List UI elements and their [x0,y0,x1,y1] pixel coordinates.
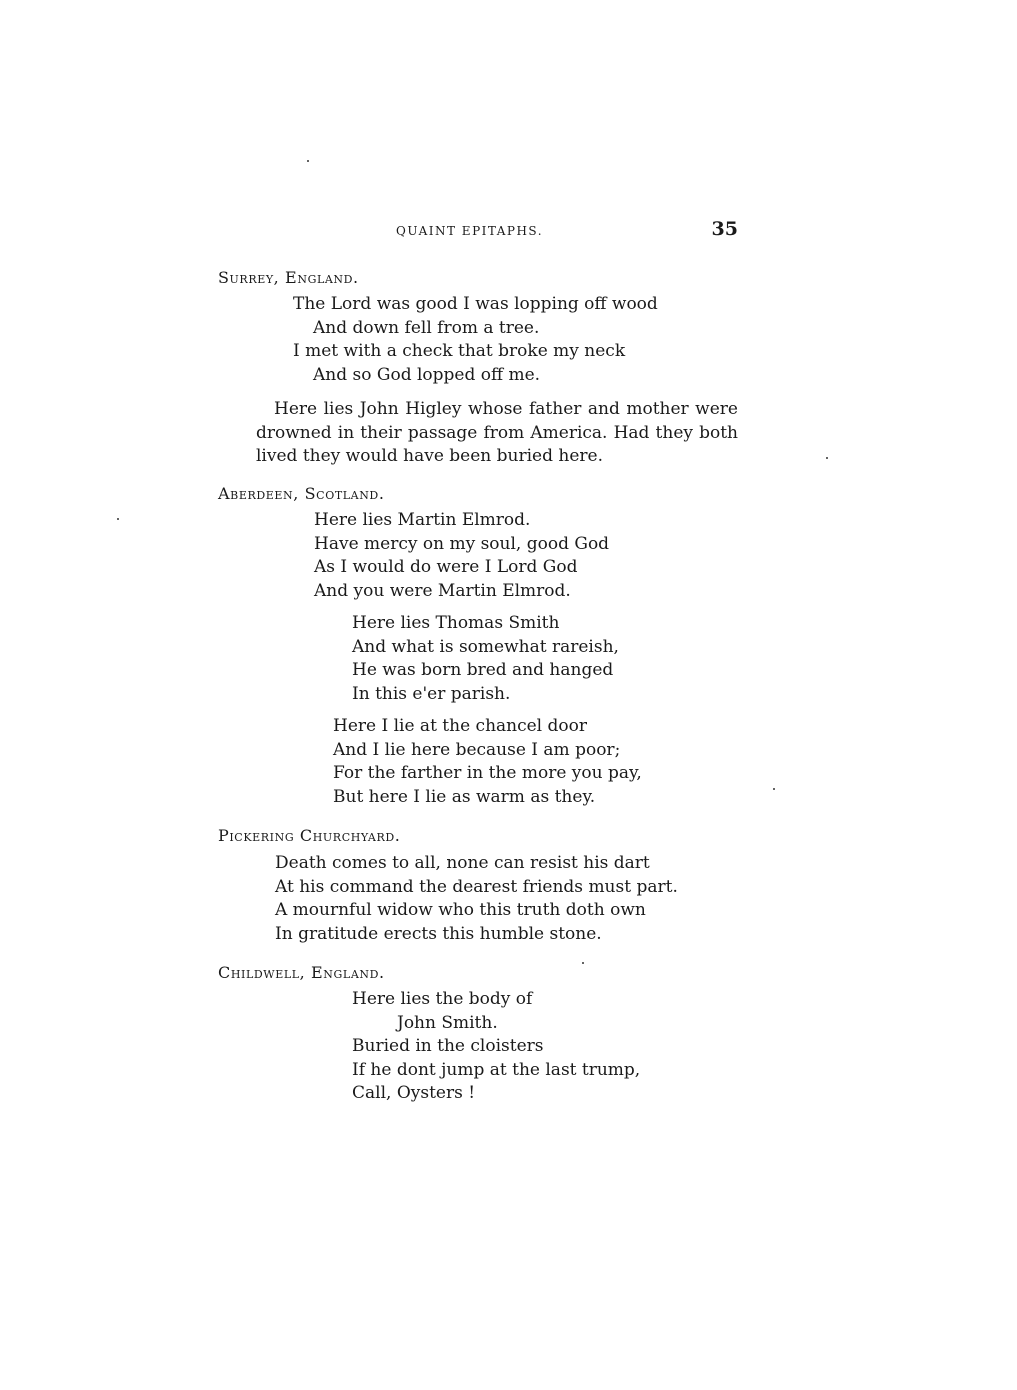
verse-line: And so God lopped off me. [313,364,541,385]
verse-line: And I lie here because I am poor; [333,739,621,760]
page-number: 35 [711,218,738,240]
running-title: QUAINT EPITAPHS. [396,224,544,238]
ink-speck [826,457,828,459]
verse-line: And you were Martin Elmrod. [314,580,571,601]
verse-line: He was born bred and hanged [352,660,614,681]
verse-line: Here I lie at the chancel door [333,716,588,736]
section-heading-pickering: Pickering Churchyard. [218,826,401,845]
epitaph-verse-chancel-door [333,715,642,809]
verse-line: At his command the dearest friends must part. [275,876,678,897]
verse-line: Here lies the body of [352,989,533,1009]
section-heading-childwell: Childwell, England. [218,963,385,982]
verse-line: Here lies Martin Elmrod. [314,510,531,530]
epitaph-verse-surrey [293,293,658,387]
epitaph-verse-pickering [275,852,678,946]
ink-speck [773,788,775,790]
verse-line: A mournful widow who this truth doth own [275,900,646,921]
verse-line: Here lies Thomas Smith [352,613,560,633]
verse-line: Death comes to all, none can resist his dart [275,853,650,873]
verse-line: And down fell from a tree. [313,317,540,338]
verse-line: The Lord was good I was lopping off wood [293,294,658,314]
ink-speck [117,518,119,520]
ink-speck [307,160,309,162]
ink-speck [582,962,584,964]
verse-line: I met with a check that broke my neck [293,341,626,362]
verse-line: But here I lie as warm as they. [333,786,596,807]
verse-line: And what is somewhat rareish, [352,636,619,657]
verse-line: If he dont jump at the last trump, [352,1059,641,1080]
verse-line: Buried in the cloisters [352,1036,544,1057]
verse-line: As I would do were I Lord God [314,557,578,578]
verse-line: In this e'er parish. [352,683,511,704]
verse-line: For the farther in the more you pay, [333,763,642,784]
verse-line: John Smith. [397,1012,498,1033]
epitaph-verse-childwell [352,988,640,1106]
epitaph-verse-elmrod [314,509,609,603]
epitaph-verse-thomas-smith [352,612,619,706]
verse-line: Have mercy on my soul, good God [314,533,610,554]
verse-line: In gratitude erects this humble stone. [275,923,602,944]
section-heading-surrey: Surrey, England. [218,268,359,287]
section-heading-aberdeen: Aberdeen, Scotland. [218,484,385,503]
verse-line: Call, Oysters ! [352,1083,476,1104]
epitaph-prose-higley: Here lies John Higley whose father and mother were drowned in their passage from America. Had they both lived they would have been buried here. [256,399,738,467]
running-head [218,218,738,244]
